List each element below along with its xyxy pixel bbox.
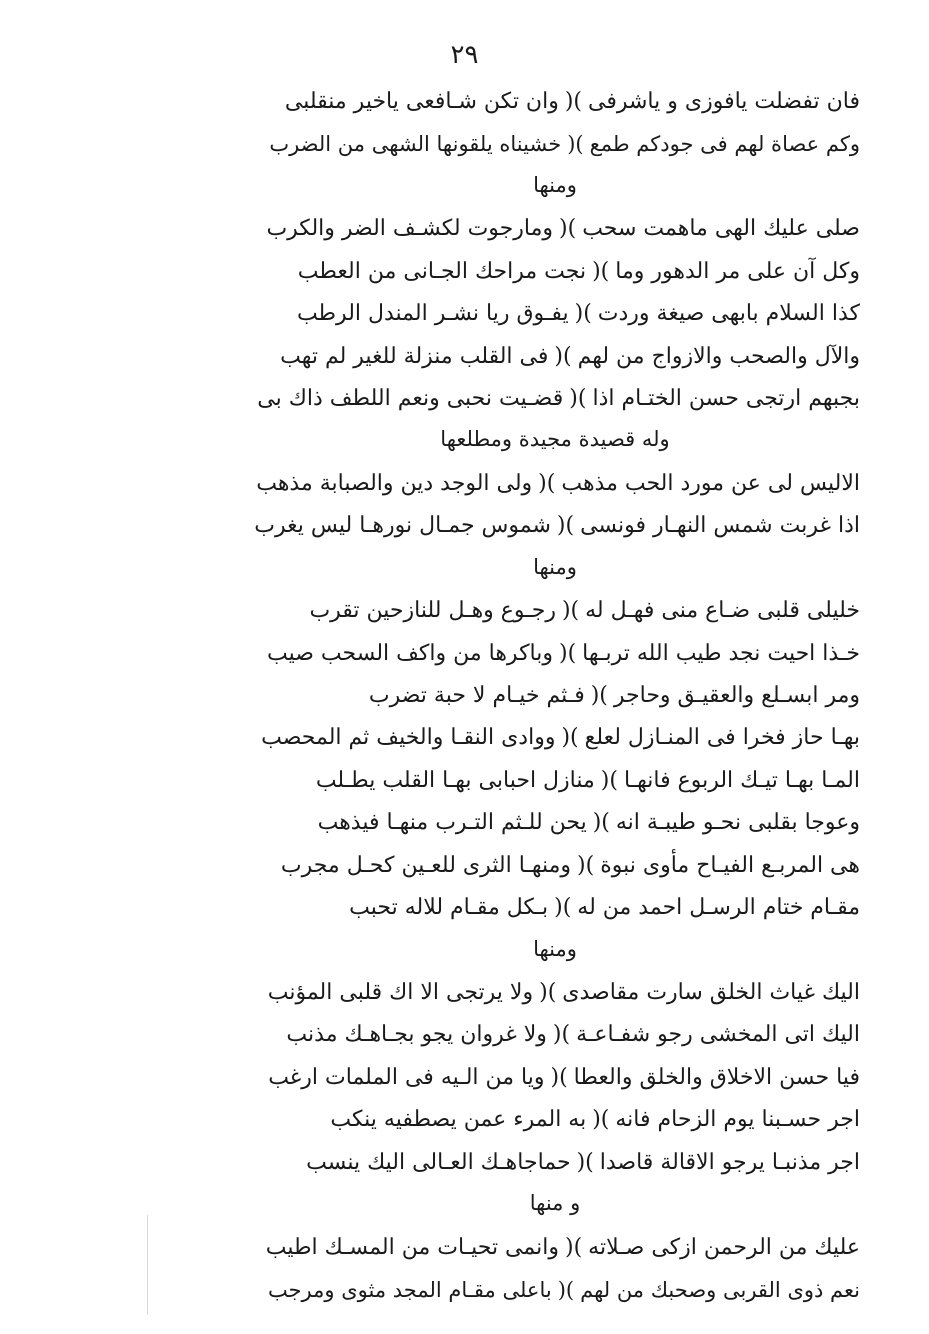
first-hemistich: وكم عصاة لهم فى جودكم طمع — [589, 132, 860, 156]
second-hemistich: ويا من الـيه فى الملمات ارغب — [268, 1065, 545, 1090]
first-hemistich: اجر حسـبنا يوم الزحام فانه — [615, 1107, 860, 1132]
hemistich-separator: )( — [554, 895, 572, 920]
hemistich-separator: )( — [567, 132, 584, 156]
hemistich-separator: )( — [552, 1022, 571, 1047]
section-heading: ومنها — [533, 555, 577, 579]
hemistich-separator: )( — [576, 1150, 594, 1175]
verse-line — [250, 82, 860, 122]
first-hemistich: اذا غربت شمس النهـار فونسى — [580, 513, 860, 538]
first-hemistich: عليك من الرحمن ازكى صـلاته — [588, 1235, 860, 1260]
second-hemistich: ولى الوجد دين والصبابة مذهب — [256, 471, 533, 496]
first-hemistich: والآل والصحب والازواج من لهم — [577, 344, 860, 369]
second-hemistich: فى القلب منزلة للغير لم تهب — [280, 344, 549, 369]
second-hemistich: ومنهـا الثرى للعـين كحـل مجرب — [280, 853, 572, 878]
second-hemistich: فـثم خيـام لا حبة تضرب — [368, 683, 585, 708]
verse-line — [250, 337, 860, 377]
hemistich-separator: )( — [557, 1278, 575, 1302]
first-hemistich: خـذا احيت نجد طيب الله تربـها — [582, 641, 860, 666]
first-hemistich: فيا حسن الاخلاق والخلق والعطا — [573, 1065, 860, 1090]
hemistich-separator: )( — [559, 216, 577, 241]
second-hemistich: باعلى مقـام المجد مثوى ومرجب — [267, 1278, 552, 1302]
verse-line — [250, 888, 860, 928]
second-hemistich: قضـيت نحبى ونعم اللطف ذاك بى — [257, 386, 564, 411]
verse-line — [250, 252, 860, 292]
second-hemistich: ووادى النقـا والخيف ثم المحصب — [261, 725, 556, 750]
verse-line — [250, 294, 860, 334]
second-hemistich: بـكل مقـام للاله تحبب — [349, 895, 549, 920]
verse-line — [250, 1228, 860, 1268]
section-heading: وله قصيدة مجيدة ومطلعها — [440, 427, 670, 451]
second-hemistich: يحن للـثم التـرب منهـا فيذهب — [317, 810, 587, 835]
hemistich-separator: )( — [569, 386, 587, 411]
hemistich-separator: )( — [592, 810, 610, 835]
hemistich-separator: )( — [554, 344, 572, 369]
first-hemistich: الاليس لى عن مورد الحب مذهب — [561, 471, 860, 496]
verse-line — [250, 209, 860, 249]
first-hemistich: اليك اتى المخشى رجو شفـاعـة — [576, 1022, 860, 1047]
first-hemistich: وكل آن على مر الدهور وما — [615, 259, 860, 284]
second-hemistich: خشيناه يلقونها الشهى من الضرب — [269, 132, 562, 156]
second-hemistich: ولا يرتجى الا اك قلبى المؤنب — [267, 980, 534, 1005]
first-hemistich: بهـا حاز فخرا فى المنـازل لعلع — [584, 725, 860, 750]
hemistich-separator: )( — [590, 683, 608, 708]
second-hemistich: ومارجوت لكشـف الضر والكرب — [266, 216, 554, 241]
verse-line — [250, 1058, 860, 1098]
first-hemistich: اجر مذنبـا يرجو الاقالة قاصدا — [599, 1150, 860, 1175]
second-hemistich: منازل احبابى بهـا القلب يطـلب — [315, 768, 595, 793]
second-hemistich: به المرء عمن يصطفيه ينكب — [330, 1107, 587, 1132]
verse-line — [250, 1143, 860, 1183]
section-heading: و منها — [529, 1191, 581, 1215]
hemistich-separator: )( — [600, 768, 618, 793]
page-number: ٢٩ — [450, 40, 479, 70]
verse-line — [250, 803, 860, 843]
verse-line — [250, 718, 860, 758]
first-hemistich: فان تفضلت يافوزى و ياشرفى — [588, 89, 860, 114]
section-heading: ومنها — [533, 937, 577, 961]
hemistich-separator: )( — [539, 980, 557, 1005]
hemistich-separator: )( — [561, 725, 579, 750]
verse-line — [250, 973, 860, 1013]
first-hemistich: هى المربـع الفيـاح مأوى نبوة — [600, 853, 860, 878]
verse-line — [250, 1270, 860, 1310]
first-hemistich: صلى عليك الهى ماهمت سحب — [582, 216, 860, 241]
first-hemistich: ومر ابسـلع والعقيـق وحاجر — [613, 683, 860, 708]
hemistich-separator: )( — [592, 259, 610, 284]
second-hemistich: شموس جمـال نورهـا ليس يغرب — [254, 513, 551, 538]
second-hemistich: وانمى تحيـات من المسـك اطيب — [265, 1235, 559, 1260]
first-hemistich: المـا بهـا تيـك الربوع فانهـا — [623, 768, 860, 793]
verse-line — [250, 379, 860, 419]
scan-margin-line — [147, 1215, 148, 1315]
verse-line — [250, 676, 860, 716]
hemistich-separator: )( — [559, 641, 577, 666]
second-hemistich: وان تكن شـافعى ياخير منقلبى — [284, 89, 559, 114]
verse-line — [250, 1100, 860, 1140]
hemistich-separator: )( — [538, 471, 556, 496]
hemistich-separator: )( — [592, 1107, 610, 1132]
verse-line — [250, 761, 860, 801]
first-hemistich: نعم ذوى القربى وصحبك من لهم — [580, 1278, 860, 1302]
first-hemistich: كذا السلام بابهى صيغة وردت — [597, 301, 860, 326]
second-hemistich: حماجاهـك العـالى اليك ينسب — [306, 1150, 571, 1175]
verse-line — [250, 846, 860, 886]
hemistich-separator: )( — [550, 1065, 568, 1090]
first-hemistich: اليك غياث الخلق سارت مقاصدى — [562, 980, 860, 1005]
second-hemistich: ولا غروان يجو بجـاهـك مذنب — [286, 1022, 547, 1047]
hemistich-separator: )( — [577, 853, 595, 878]
second-hemistich: نجت مراحك الجـانى من العطب — [297, 259, 587, 284]
second-hemistich: يفـوق ريا نشـر المندل الرطب — [296, 301, 569, 326]
first-hemistich: بجبهم ارتجى حسن الختـام اذا — [592, 386, 860, 411]
hemistich-separator: )( — [561, 598, 580, 623]
section-heading: ومنها — [533, 173, 577, 197]
second-hemistich: رجـوع وهـل للنازحين تقرب — [309, 598, 556, 623]
first-hemistich: خليلى قلبى ضـاع منى فهـل له — [585, 598, 860, 623]
first-hemistich: مقـام ختام الرسـل احمد من له — [577, 895, 860, 920]
first-hemistich: وعوجا بقلبى نحـو طيبـة انه — [615, 810, 860, 835]
hemistich-separator: )( — [556, 513, 575, 538]
verse-line — [250, 1015, 860, 1055]
hemistich-separator: )( — [564, 1235, 583, 1260]
second-hemistich: وباكرها من واكف السحب صيب — [266, 641, 553, 666]
verse-line — [250, 591, 860, 631]
verse-line — [250, 464, 860, 504]
hemistich-separator: )( — [574, 301, 592, 326]
verse-line — [250, 634, 860, 674]
verse-line — [250, 506, 860, 546]
hemistich-separator: )( — [564, 89, 582, 114]
verse-line — [250, 124, 860, 164]
